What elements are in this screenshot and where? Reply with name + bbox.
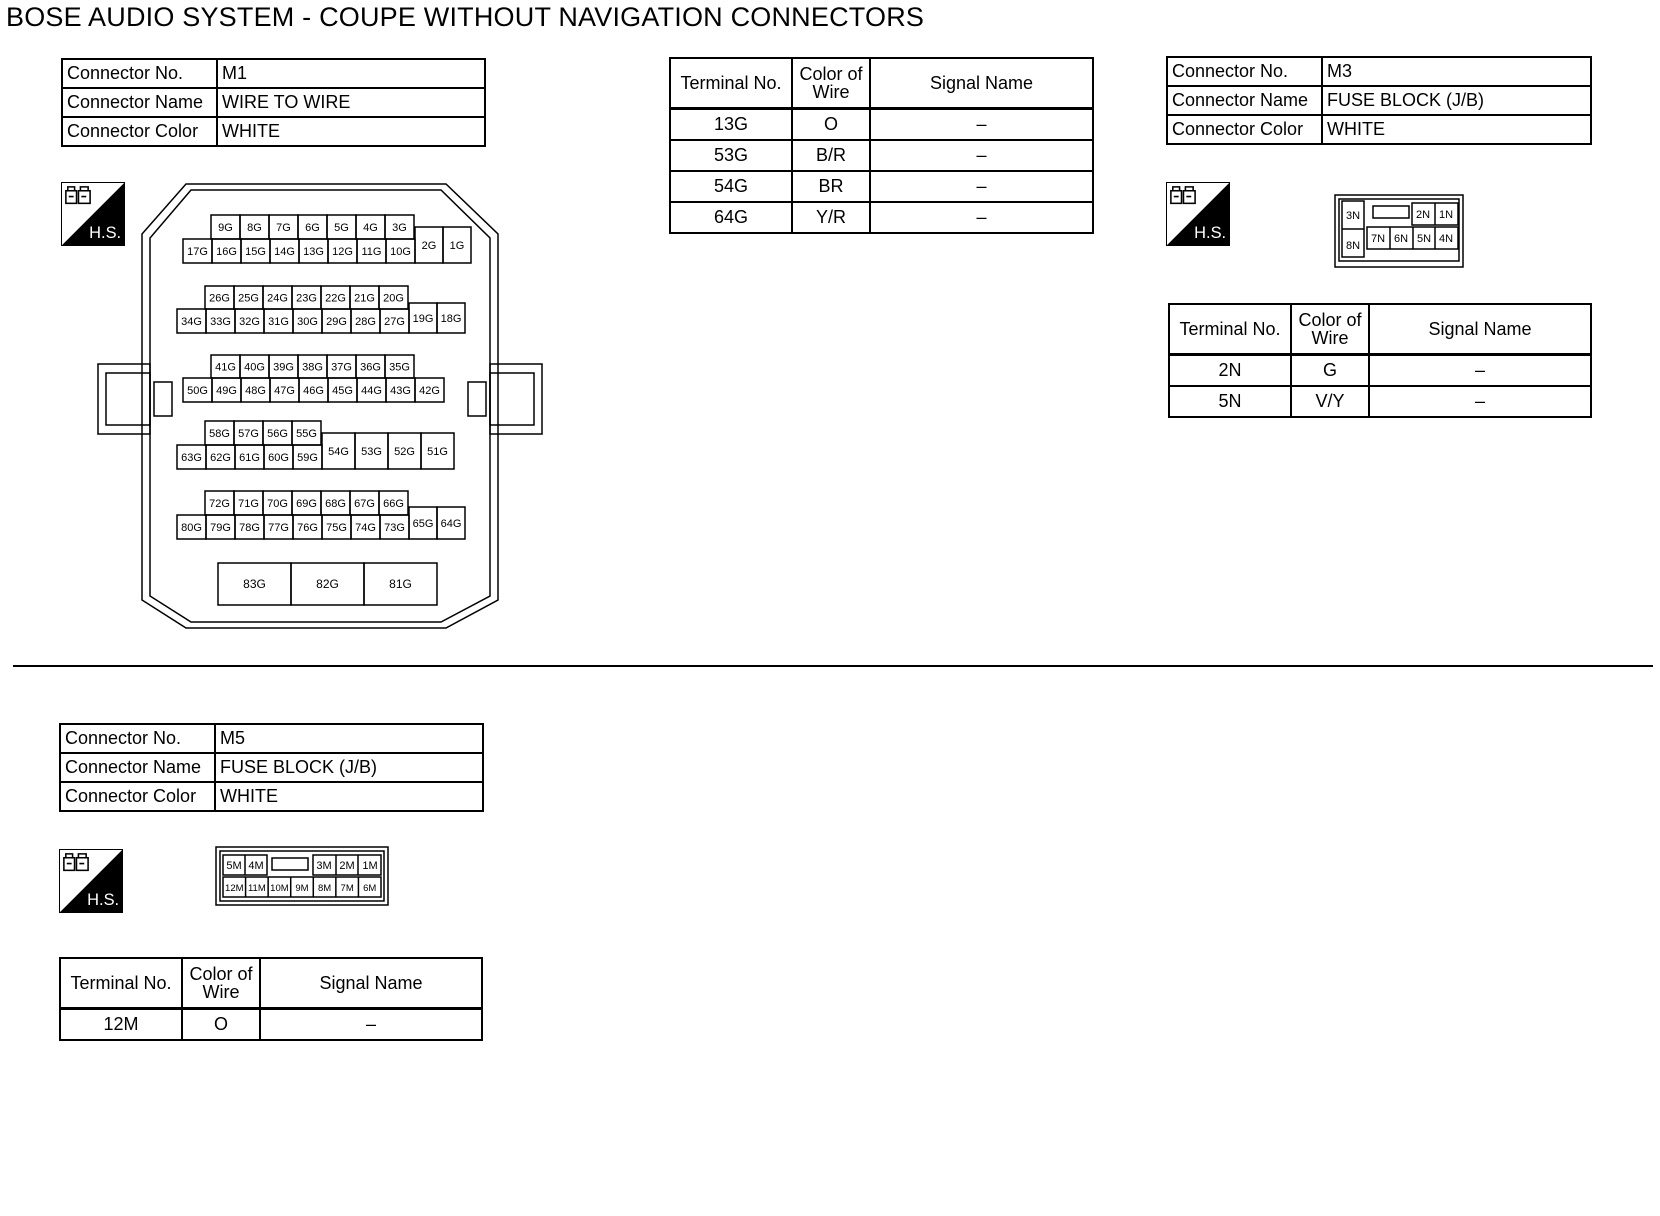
pin-label: 74G (355, 522, 376, 534)
page-title: BOSE AUDIO SYSTEM - COUPE WITHOUT NAVIGATION CONNECTORS (6, 2, 925, 32)
pin-label: 8G (247, 222, 262, 234)
pin-label: 55G (296, 428, 317, 440)
pin-label: 64G (440, 518, 462, 530)
pin-label: 16G (216, 246, 237, 258)
pin-label: 68G (325, 498, 346, 510)
pin-label: 5G (334, 222, 349, 234)
pin-label: 22G (325, 292, 346, 305)
pin-label: 2G (421, 240, 437, 252)
pin-label: 31G (268, 316, 289, 328)
pin-label: 39G (273, 361, 294, 374)
pin-label: 6M (363, 883, 377, 894)
table-row: 54G BR – (670, 171, 1093, 202)
pin-label: 30G (297, 316, 318, 328)
signal-name-header: Signal Name (870, 58, 1093, 109)
pin-label: 71G (238, 498, 259, 510)
pin-label: 38G (302, 361, 323, 374)
connector-color-label: Connector Color (1167, 115, 1322, 144)
connector-color-value: WHITE (217, 117, 485, 146)
pin-label: 42G (419, 385, 440, 397)
pin-label: 46G (303, 385, 324, 397)
pin-label: 49G (216, 385, 237, 397)
pin-label: 2M (339, 860, 355, 872)
pin-label: 60G (268, 452, 289, 464)
connector-name-label: Connector Name (1167, 86, 1322, 115)
pin-label: 54G (328, 446, 349, 458)
table-row: 53G B/R – (670, 140, 1093, 171)
color-of-wire-header: Color of Wire (792, 58, 870, 109)
pin-label: 35G (389, 361, 410, 374)
pin-label: 83G (243, 577, 266, 591)
pin-label: 41G (215, 361, 236, 374)
color-of-wire-header: Color of Wire (1291, 304, 1369, 355)
pin-label: 24G (267, 292, 288, 305)
pin-label: 82G (316, 577, 339, 591)
pin-label: 37G (331, 361, 352, 374)
pin-label: 4G (363, 222, 378, 234)
pin-label: 73G (384, 522, 405, 534)
connector-name-value: FUSE BLOCK (J/B) (215, 753, 483, 782)
pin-label: 3G (392, 222, 407, 234)
pin-label: 1M (362, 860, 378, 872)
pin-label: 80G (181, 522, 202, 534)
pin-label: 51G (427, 446, 448, 458)
pin-label: 19G (412, 313, 434, 325)
connector-no-label: Connector No. (62, 59, 217, 88)
pin-label: 72G (209, 498, 230, 510)
pin-label: 15G (245, 246, 266, 258)
pin-label: 75G (326, 522, 347, 534)
pin-label: 78G (239, 522, 260, 534)
connector-face-m5 (214, 845, 390, 907)
pin-label: 6G (305, 222, 320, 234)
connector-info-m3 (1166, 56, 1592, 145)
pin-label: 6N (1393, 233, 1409, 245)
pin-label: 48G (245, 385, 266, 397)
pin-label: 62G (210, 452, 231, 464)
pin-label: 29G (326, 316, 347, 328)
table-row: 13G O – (670, 109, 1093, 141)
pin-label: 10M (270, 883, 289, 894)
pin-label: 45G (332, 385, 353, 397)
pin-label: 44G (361, 385, 382, 397)
svg-text:H.S.: H.S. (1194, 224, 1227, 243)
hs-label: H.S. (89, 224, 122, 243)
pin-label: 12G (332, 246, 353, 258)
pin-label: 28G (355, 316, 376, 328)
terminal-no-header: Terminal No. (60, 958, 182, 1009)
pin-label: 3M (316, 860, 332, 872)
pin-label: 1N (1438, 209, 1454, 221)
pin-label: 27G (384, 316, 405, 328)
pin-label: 57G (238, 428, 259, 440)
pin-label: 77G (268, 522, 289, 534)
pin-label: 11M (247, 883, 266, 894)
pin-label: 47G (274, 385, 295, 397)
connector-info-m5 (59, 723, 484, 812)
pin-label: 32G (239, 316, 260, 328)
pin-label: 23G (296, 292, 317, 305)
connector-color-value: WHITE (1322, 115, 1591, 144)
table-row: 2N G – (1169, 355, 1591, 387)
pin-label: 18G (440, 313, 462, 325)
pin-label: 4N (1438, 233, 1454, 245)
pin-label: 40G (244, 361, 265, 374)
table-row: 64G Y/R – (670, 202, 1093, 233)
connector-info-m1 (61, 58, 486, 147)
pin-label: 53G (361, 446, 382, 458)
pin-label: 66G (383, 498, 404, 510)
pin-label: 9G (218, 222, 233, 234)
pin-label: 79G (210, 522, 231, 534)
pin-label: 10G (390, 246, 411, 258)
pin-label: 50G (187, 385, 208, 397)
harness-side-icon (59, 849, 123, 913)
signal-name-header: Signal Name (260, 958, 482, 1009)
pin-label: 34G (181, 316, 202, 328)
pin-label: 1G (449, 240, 465, 252)
connector-face-m3 (1333, 193, 1465, 269)
pin-label: 43G (390, 385, 411, 397)
section-divider (13, 665, 1653, 667)
connector-color-label: Connector Color (60, 782, 215, 811)
connector-name-value: FUSE BLOCK (J/B) (1322, 86, 1591, 115)
terminal-no-header: Terminal No. (1169, 304, 1291, 355)
pin-label: 70G (267, 498, 288, 510)
pin-label: 69G (296, 498, 317, 510)
pin-label: 4M (248, 860, 264, 872)
connector-name-value: WIRE TO WIRE (217, 88, 485, 117)
pin-label: 65G (412, 518, 434, 530)
pin-label: 76G (297, 522, 318, 534)
connector-no-value: M3 (1322, 57, 1591, 86)
connector-no-label: Connector No. (60, 724, 215, 753)
pin-label: 8N (1345, 240, 1361, 252)
pin-label: 7M (340, 883, 354, 894)
pin-label: 11G (361, 246, 382, 258)
pin-label: 58G (209, 428, 230, 440)
pin-label: 2N (1415, 209, 1431, 221)
connector-color-label: Connector Color (62, 117, 217, 146)
pin-label: 21G (354, 292, 375, 305)
pin-label: 5M (226, 860, 242, 872)
pin-label: 81G (389, 577, 412, 591)
connector-no-value: M5 (215, 724, 483, 753)
pin-label: 13G (303, 246, 324, 258)
connector-face-m1 (96, 180, 546, 630)
pin-label: 33G (210, 316, 231, 328)
connector-name-label: Connector Name (60, 753, 215, 782)
svg-text:H.S.: H.S. (87, 891, 120, 910)
pin-label: 17G (187, 246, 208, 258)
connector-no-label: Connector No. (1167, 57, 1322, 86)
terminal-table-m1 (669, 57, 1094, 234)
pin-label: 26G (209, 292, 230, 305)
connector-name-label: Connector Name (62, 88, 217, 117)
table-row: 12M O – (60, 1009, 482, 1041)
harness-side-icon (1166, 182, 1230, 246)
terminal-no-header: Terminal No. (670, 58, 792, 109)
connector-color-value: WHITE (215, 782, 483, 811)
pin-label: 52G (394, 446, 415, 458)
pin-label: 12M (225, 883, 244, 894)
pin-label: 8M (317, 883, 332, 894)
pin-label: 61G (239, 452, 260, 464)
pin-label: 20G (383, 292, 404, 305)
pin-label: 36G (360, 361, 381, 374)
pin-label: 25G (238, 292, 259, 305)
pin-label: 56G (267, 428, 288, 440)
pin-label: 67G (354, 498, 375, 510)
connector-no-value: M1 (217, 59, 485, 88)
pin-label: 3N (1345, 210, 1361, 222)
signal-name-header: Signal Name (1369, 304, 1591, 355)
pin-label: 63G (181, 452, 202, 464)
pin-label: 5N (1416, 233, 1432, 245)
pin-label: 7G (276, 222, 291, 234)
terminal-table-m5 (59, 957, 483, 1041)
pin-label: 7N (1370, 233, 1386, 245)
terminal-table-m3 (1168, 303, 1592, 418)
pin-label: 9M (295, 883, 309, 894)
pin-label: 14G (274, 246, 295, 258)
table-row: 5N V/Y – (1169, 386, 1591, 417)
color-of-wire-header: Color of Wire (182, 958, 260, 1009)
pin-label: 59G (297, 452, 318, 464)
